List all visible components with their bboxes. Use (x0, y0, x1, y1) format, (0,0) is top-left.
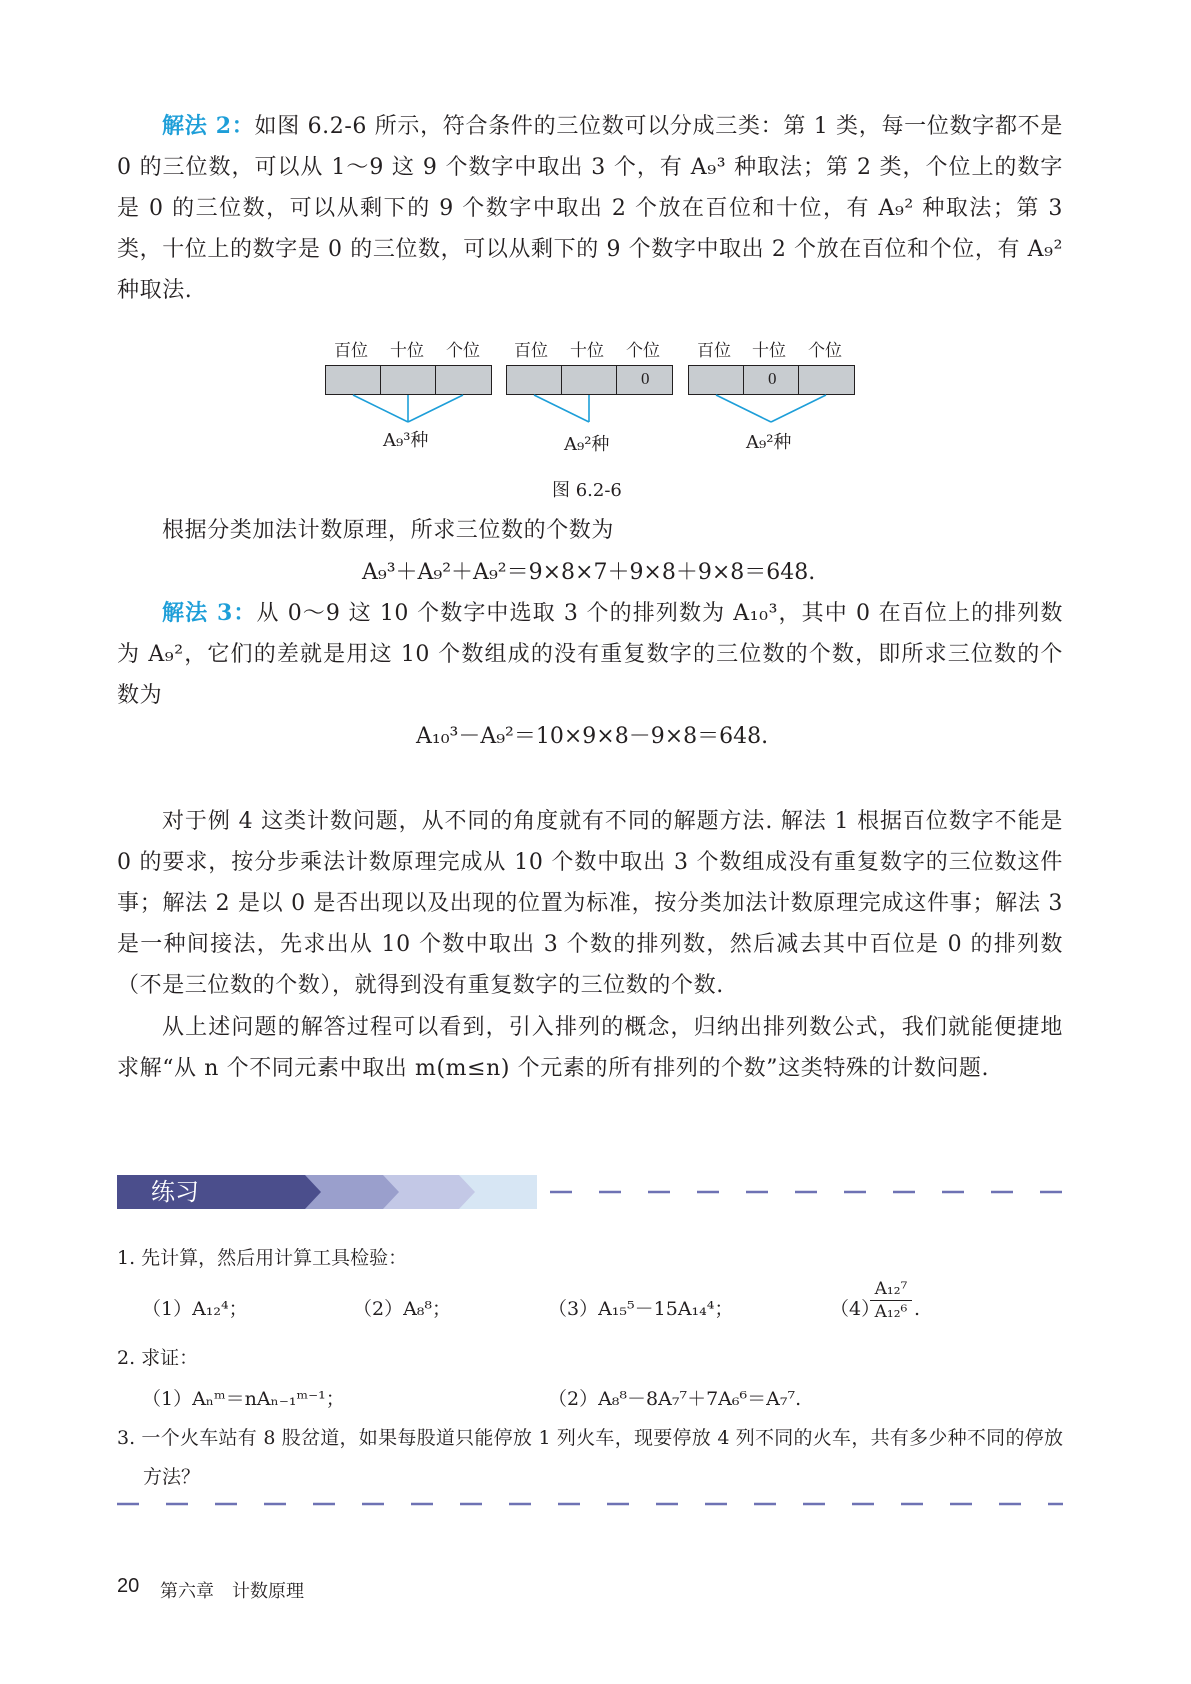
figure-header: 百位 (697, 341, 731, 361)
banner-dashes (550, 1190, 1063, 1194)
figure-label: A₉²种 (564, 434, 610, 455)
solution2-text: 如图 6.2-6 所示，符合条件的三位数可以分成三类：第 1 类，每一位数字都不是 0 的三位数，可以从 1～9 这 9 个数字中取出 3 个，有 A₉³ 种取法；第 2 类，个位上的数字是 0 的三位数，可以从剩下的 9 个数字中取出 2 个放在百位和十位，有 A₉² 种取法；第 3 类，十位上的数字是 0 的三位数，可以从剩下的 9 个数字中取出 2 个放在百位和个位，有 A₉² 种取法. (117, 114, 1063, 303)
fraction-denominator: A₁₂⁶ (874, 1302, 908, 1322)
figure-header: 十位 (752, 341, 786, 361)
equation-solution3: A₁₀³－A₉²＝10×9×8－9×8＝648. (416, 724, 769, 749)
figure-header: 个位 (808, 341, 842, 361)
figure-label: A₉²种 (746, 432, 792, 453)
exercise-q1: 1. 先计算，然后用计算工具检验： (117, 1247, 408, 1269)
figure-header: 个位 (446, 341, 480, 361)
exercise-q3: 3. 一个火车站有 8 股岔道，如果每股道只能停放 1 列火车，现要停放 4 列不同的火车，共有多少种不同的停放方法？ (117, 1427, 1063, 1488)
fraction-end: . (914, 1298, 921, 1320)
figure-label: A₉³种 (383, 430, 429, 451)
exercise-q1-item1: （1）A₁₂⁴； (142, 1298, 248, 1320)
exercise-title: 练习 (151, 1178, 199, 1206)
cell-zero: 0 (641, 369, 650, 388)
exercise-bottom-dashes (117, 1502, 1063, 1506)
discussion-paragraph-1: 对于例 4 这类计数问题，从不同的角度就有不同的解题方法. 解法 1 根据百位数字不能是 0 的要求，按分步乘法计数原理完成从 10 个数中取出 3 个数组成没有重复数字的三位数这件事；解法 2 是以 0 是否出现以及出现的位置为标准，按分类加法计数原理完成这件事；解法 3 是一种间接法，先求出从 10 个数中取出 3 个数的排列数，然后减去其中百位是 0 的排列数（不是三位数的个数），就得到没有重复数字的三位数的个数. (117, 809, 1063, 998)
figure-header: 十位 (390, 341, 424, 361)
solution3-label: 解法 3： (162, 600, 257, 626)
chapter-title: 第六章 计数原理 (160, 1581, 304, 1602)
exercise-q2: 2. 求证： (117, 1347, 199, 1369)
solution3-paragraph (117, 593, 1063, 716)
after-figure-text: 根据分类加法计数原理，所求三位数的个数为 (162, 518, 615, 543)
equation-solution2: A₉³＋A₉²＋A₉²＝9×8×7＋9×8＋9×8＝648. (362, 560, 816, 585)
exercise-q2-item2: （2）A₈⁸－8A₇⁷＋7A₆⁶＝A₇⁷. (548, 1388, 802, 1410)
figure-header: 十位 (570, 341, 604, 361)
figure-header: 百位 (514, 341, 548, 361)
figure-header: 百位 (334, 341, 368, 361)
fraction (870, 1278, 912, 1323)
figure-connector-lines (0, 0, 1191, 460)
item4-prefix: （4） (830, 1298, 881, 1320)
figure-caption: 图 6.2-6 (552, 480, 622, 501)
exercise-q2-item1: （1）Aₙᵐ＝nAₙ₋₁ᵐ⁻¹； (142, 1388, 345, 1410)
exercise-q1-item3: （3）A₁₅⁵－15A₁₄⁴； (548, 1298, 734, 1320)
exercise-q1-item2: （2）A₈⁸； (353, 1298, 452, 1320)
figure-header: 个位 (626, 341, 660, 361)
discussion-paragraph-2: 从上述问题的解答过程可以看到，引入排列的概念，归纳出排列数公式，我们就能便捷地求解“从 n 个不同元素中取出 m(m≤n) 个元素的所有排列的个数”这类特殊的计数问题. (117, 1015, 1063, 1081)
cell-zero: 0 (768, 369, 777, 388)
fraction-numerator: A₁₂⁷ (870, 1278, 912, 1301)
solution2-label: 解法 2： (162, 113, 255, 139)
solution3-text: 从 0～9 这 10 个数字中选取 3 个的排列数为 A₁₀³，其中 0 在百位上的排列数为 A₉²，它们的差就是用这 10 个数组成的没有重复数字的三位数的个数，即所求三位数的个数为 (117, 601, 1063, 708)
page-number: 20 (117, 1575, 140, 1597)
